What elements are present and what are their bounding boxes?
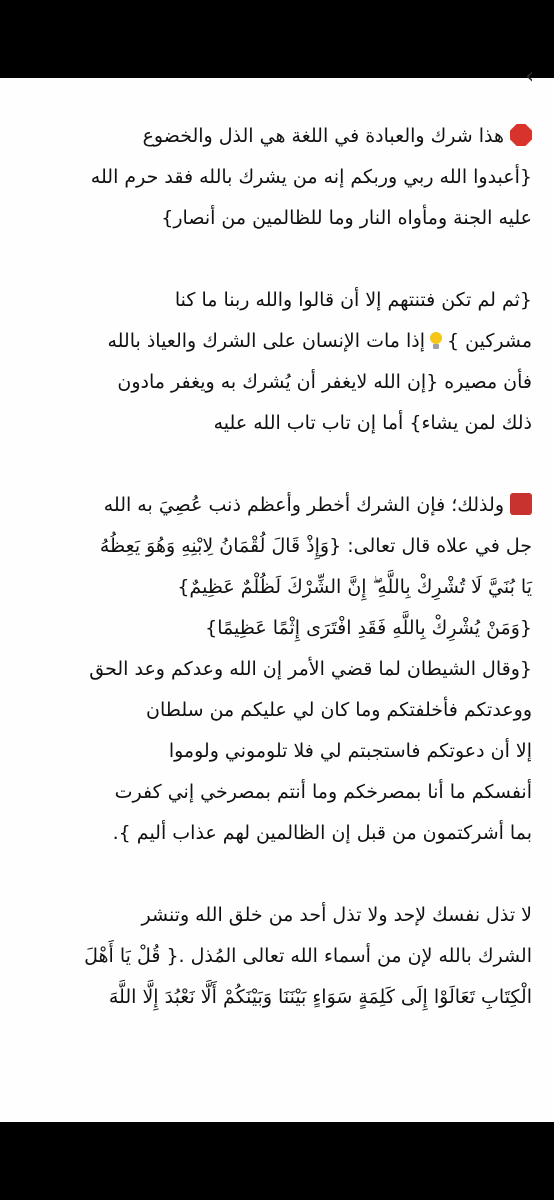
paragraph-line: فأن مصيره {إن الله لايغفر أن يُشرك به ويغفر مادون [117, 371, 532, 393]
light-bulb-icon [429, 332, 443, 350]
paragraph-line: جل في علاه قال تعالى: {وَإِذْ قَالَ لُقْمَانُ لِابْنِهِ وَهُوَ يَعِظُهُ [99, 535, 532, 557]
paragraph-line [22, 321, 532, 362]
note-text [22, 116, 532, 1018]
paragraph-gap [22, 239, 532, 280]
paragraph-line [22, 485, 532, 526]
paragraph-line [22, 116, 532, 157]
note-content-area[interactable] [0, 64, 554, 1122]
paragraph-line: إلا أن دعوتكم فاستجبتم لي فلا تلوموني ولوموا [168, 740, 532, 762]
red-square-icon [510, 493, 532, 515]
paragraph-line: {وَمَنْ يُشْرِكْ بِاللَّهِ فَقَدِ افْتَرَى إِثْمًا عَظِيمًا} [205, 617, 532, 639]
bottom-bar [0, 1122, 554, 1200]
paragraph-line: ووعدتكم فأخلفتكم وما كان لي عليكم من سلطان [146, 699, 532, 721]
paragraph-line: {وقال الشيطان لما قضي الأمر إن الله وعدكم وعد الحق [89, 658, 532, 680]
paragraph-line: لا تذل نفسك لإحد ولا تذل أحد من خلق الله وتنشر [141, 904, 532, 926]
paragraph-text: مشركين } [447, 330, 532, 352]
paragraph-line: أنفسكم ما أنا بمصرخكم وما أنتم بمصرخي إني كفرت [114, 781, 532, 803]
chevron-icon[interactable]: ‹ [525, 64, 534, 89]
paragraph-line: {ثم لم تكن فتنتهم إلا أن قالوا والله ربنا ما كنا [174, 289, 532, 311]
paragraph-line: يَا بُنَيَّ لَا تُشْرِكْ بِاللَّهِ ۖ إِنَّ الشِّرْكَ لَظُلْمٌ عَظِيمٌ} [177, 576, 532, 598]
paragraph-text: هذا شرك والعبادة في اللغة هي الذل والخضوع [142, 125, 504, 147]
paragraph-line: ذلك لمن يشاء} أما إن تاب تاب الله عليه [213, 412, 532, 434]
paragraph-line: الْكِتَابِ تَعَالَوْا إِلَى كَلِمَةٍ سَوَاءٍ بَيْنَنَا وَبَيْنَكُمْ أَلَّا نَعْبُدَ إِلَّا اللَّهَ [108, 986, 532, 1008]
paragraph-line: الشرك بالله لإن من أسماء الله تعالى المُذل .{ قُلْ يَا أَهْلَ [84, 945, 532, 967]
paragraph-gap [22, 444, 532, 485]
paragraph-gap [22, 854, 532, 895]
paragraph-text: إذا مات الإنسان على الشرك والعياذ بالله [107, 330, 426, 352]
paragraph-line: {أعبدوا الله ربي وربكم إنه من يشرك بالله فقد حرم الله [90, 166, 532, 188]
paragraph-text: ولذلك؛ فإن الشرك أخطر وأعظم ذنب عُصِيَ به الله [103, 494, 504, 516]
paragraph-line: عليه الجنة ومأواه النار وما للظالمين من أنصار} [161, 207, 532, 229]
paragraph-line: بما أشركتمون من قبل إن الظالمين لهم عذاب أليم }. [112, 822, 532, 844]
top-status-area [0, 0, 554, 78]
stop-sign-icon [510, 124, 532, 146]
